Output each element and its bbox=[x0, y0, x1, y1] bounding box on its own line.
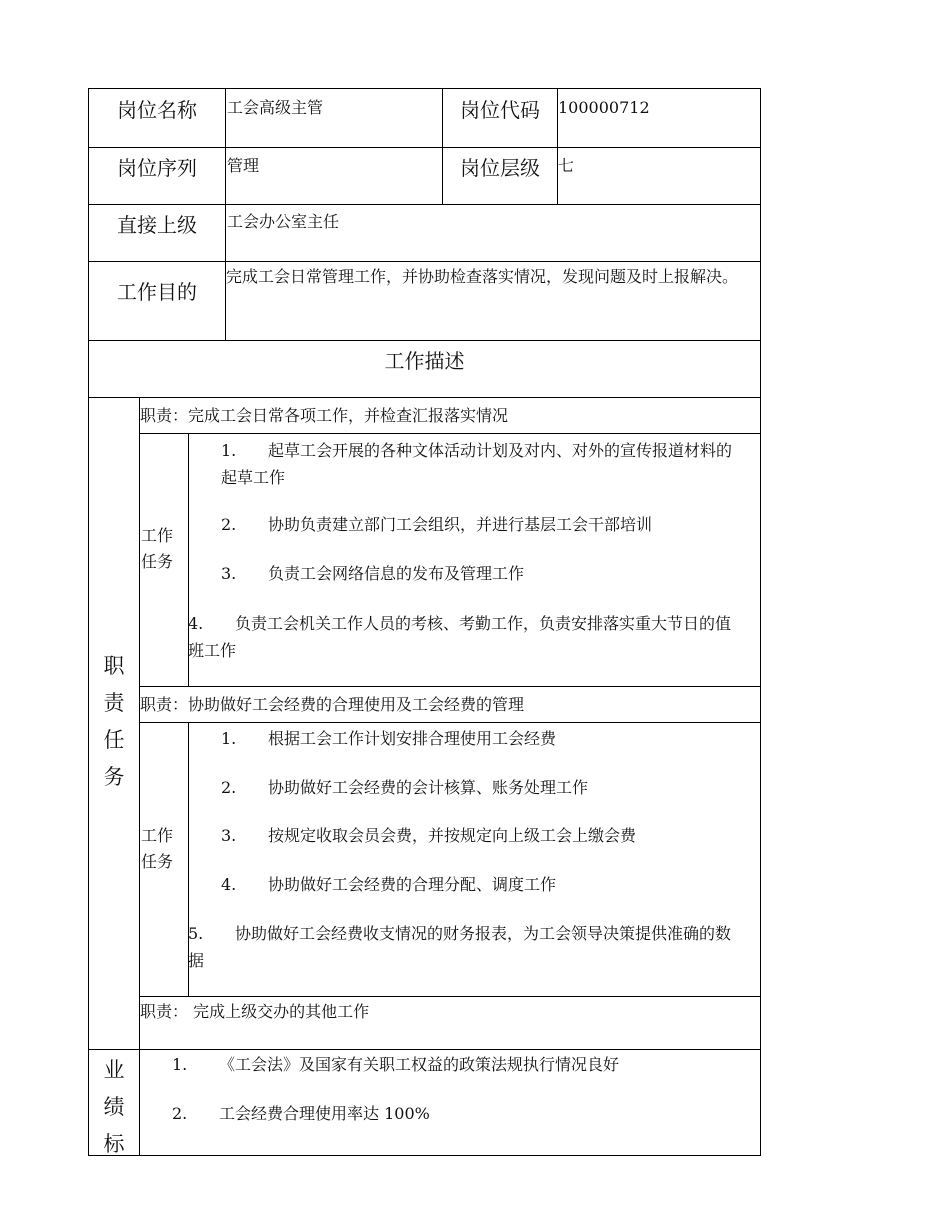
task-item bbox=[221, 562, 741, 586]
task-text: 协助负责建立部门工会组织，并进行基层工会干部培训 bbox=[268, 515, 653, 534]
performance-number: 2. bbox=[172, 1104, 188, 1123]
duty-line: 职责： 完成上级交办的其他工作 bbox=[140, 1002, 370, 1021]
position-seq-label: 岗位序列 bbox=[117, 155, 197, 180]
performance-item bbox=[172, 1102, 752, 1126]
task-number: 4. bbox=[221, 875, 237, 894]
row-divider bbox=[139, 996, 761, 997]
row-divider bbox=[88, 397, 761, 398]
task-text: 负责工会网络信息的发布及管理工作 bbox=[268, 564, 525, 583]
task-text: 根据工会工作计划安排合理使用工会经费 bbox=[268, 729, 557, 748]
task-number: 2. bbox=[221, 778, 237, 797]
performance-side-label bbox=[89, 1052, 139, 1163]
purpose-label: 工作目的 bbox=[117, 279, 197, 304]
duty-side-label bbox=[89, 648, 139, 796]
performance-text: 《工会法》及国家有关职工权益的政策法规执行情况良好 bbox=[219, 1055, 620, 1074]
task-label: 工作任务 bbox=[141, 826, 174, 871]
task-text: 按规定收取会员会费，并按规定向上级工会上缴会费 bbox=[268, 826, 637, 845]
task-text: 协助做好工会经费的合理分配、调度工作 bbox=[268, 875, 557, 894]
task-item bbox=[221, 727, 741, 751]
supervisor-value: 工会办公室主任 bbox=[227, 212, 340, 231]
purpose-value: 完成工会日常管理工作，并协助检查落实情况，发现问题及时上报解决。 bbox=[226, 267, 739, 286]
task-item bbox=[188, 920, 744, 974]
task-text: 负责工会机关工作人员的考核、考勤工作，负责安排落实重大节日的值班工作 bbox=[188, 614, 732, 660]
task-number: 1. bbox=[221, 441, 237, 460]
performance-side-char: 标 bbox=[103, 1132, 125, 1156]
duty-line: 职责：协助做好工会经费的合理使用及工会经费的管理 bbox=[140, 695, 525, 714]
duty-side-char: 务 bbox=[103, 765, 125, 789]
table-border-right bbox=[760, 88, 761, 1156]
task-number: 1. bbox=[221, 729, 237, 748]
task-text: 协助做好工会经费收支情况的财务报表，为工会领导决策提供准确的数据 bbox=[188, 924, 732, 970]
task-label: 工作任务 bbox=[141, 526, 174, 571]
task-item bbox=[221, 437, 741, 491]
table-border-left bbox=[88, 88, 89, 1156]
task-number: 3. bbox=[221, 564, 237, 583]
position-name-label: 岗位名称 bbox=[117, 97, 197, 122]
task-item bbox=[221, 513, 741, 537]
row-divider bbox=[139, 722, 761, 723]
task-item bbox=[221, 776, 741, 800]
position-code-value: 100000712 bbox=[558, 98, 650, 117]
task-item bbox=[221, 824, 741, 848]
task-number: 4. bbox=[188, 614, 204, 633]
position-code-label: 岗位代码 bbox=[460, 97, 540, 122]
row-divider bbox=[88, 1049, 761, 1050]
duty-line: 职责：完成工会日常各项工作，并检查汇报落实情况 bbox=[140, 406, 509, 425]
row-divider bbox=[139, 433, 761, 434]
position-name-value: 工会高级主管 bbox=[227, 98, 324, 117]
duty-side-char: 责 bbox=[103, 691, 125, 715]
position-level-label: 岗位层级 bbox=[460, 155, 540, 180]
performance-side-char: 绩 bbox=[103, 1095, 125, 1119]
task-number: 3. bbox=[221, 826, 237, 845]
supervisor-label: 直接上级 bbox=[117, 212, 197, 237]
performance-side-char: 业 bbox=[103, 1058, 125, 1082]
task-text: 起草工会开展的各种文体活动计划及对内、对外的宣传报道材料的起草工作 bbox=[221, 441, 733, 487]
duty-side-char: 职 bbox=[103, 654, 125, 678]
task-text: 协助做好工会经费的会计核算、账务处理工作 bbox=[268, 778, 589, 797]
position-level-value: 七 bbox=[558, 156, 575, 175]
work-description-title: 工作描述 bbox=[384, 348, 465, 373]
column-divider bbox=[139, 397, 140, 1156]
performance-number: 1. bbox=[172, 1055, 188, 1074]
table-border-bottom bbox=[88, 1155, 761, 1156]
duty-side-char: 任 bbox=[103, 728, 125, 752]
performance-text: 工会经费合理使用率达 100% bbox=[219, 1104, 430, 1123]
task-item bbox=[188, 610, 744, 664]
row-divider bbox=[139, 686, 761, 687]
task-item bbox=[221, 873, 741, 897]
performance-item bbox=[172, 1053, 752, 1077]
task-number: 5. bbox=[188, 924, 204, 943]
position-seq-value: 管理 bbox=[227, 156, 260, 175]
column-divider bbox=[225, 88, 226, 341]
task-number: 2. bbox=[221, 515, 237, 534]
